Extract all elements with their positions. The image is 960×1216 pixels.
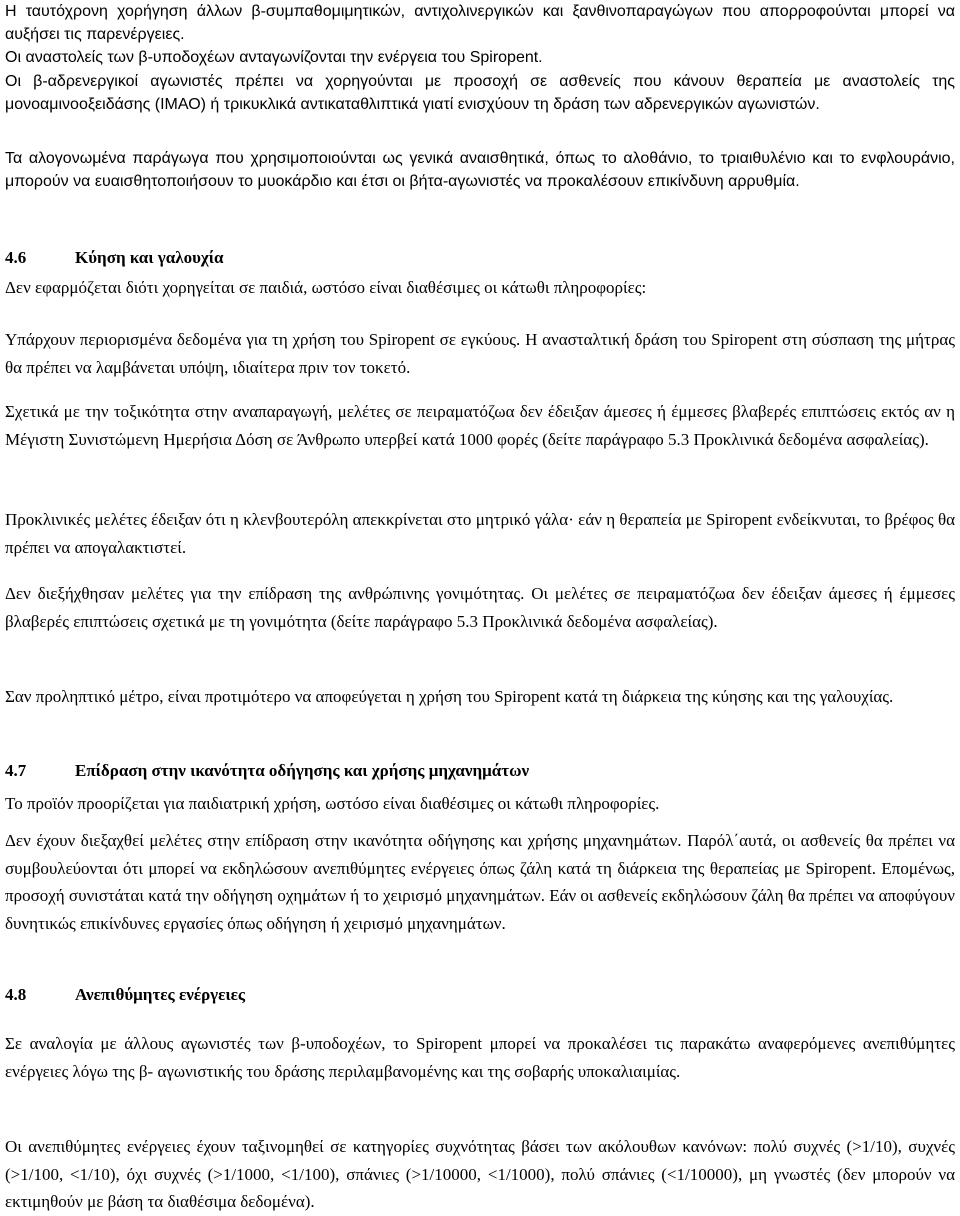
section-4-7-heading (5, 758, 955, 784)
section-4-7-paragraph-1: Το προϊόν προορίζεται για παιδιατρική χρήση, ωστόσο είναι διαθέσιμες οι κάτωθι πληροφορίες. (5, 794, 660, 813)
section-4-6-paragraph-6: Σαν προληπτικό μέτρο, είναι προτιμότερο να αποφεύγεται η χρήση του Spiropent κατά τη διάρκεια της κύησης και της γαλουχίας. (5, 687, 894, 706)
intro-paragraph-1: Η ταυτόχρονη χορήγηση άλλων β-συμπαθομιμητικών, αντιχολινεργικών και ξανθινοπαραγώγων που απορροφούνται μπορεί να αυξήσει τις παρενέργειες. (5, 3, 955, 44)
section-4-7-paragraph-2: Δεν έχουν διεξαχθεί μελέτες στην επίδραση στην ικανότητα οδήγησης και χρήσης μηχανημάτων. Παρόλ΄αυτά, οι ασθενείς θα πρέπει να συμβουλεύονται ότι μπορεί να εκδηλώσουν ανεπιθύμητες ενέργειες όπως ζάλη κατά τη διάρκεια της θεραπείας με Spiropent. Επομένως, προσοχή συνιστάται κατά την οδήγηση οχημάτων ή το χειρισμό μηχανημάτων. Εάν οι ασθενείς εκδηλώσουν ζάλη θα πρέπει να αποφύγουν δυνητικώς επικίνδυνες εργασίες όπως οδήγηση ή χειρισμό μηχανημάτων. (5, 831, 955, 933)
section-4-6-paragraph-3: Σχετικά με την τοξικότητα στην αναπαραγωγή, μελέτες σε πειραματόζωα δεν έδειξαν άμεσες ή έμμεσες βλαβερές επιπτώσεις εκτός αν η Μέγιστη Συνιστώμενη Ημερήσια Δόση σε Άνθρωπο υπερβεί κατά 1000 φορές (δείτε παράγραφο 5.3 Προκλινικά δεδομένα ασφαλείας). (5, 402, 955, 449)
section-4-6-heading (5, 245, 955, 271)
section-4-6-paragraph-5: Δεν διεξήχθησαν μελέτες για την επίδραση της ανθρώπινης γονιμότητας. Οι μελέτες σε πειραματόζωα δεν έδειξαν άμεσες ή έμμεσες βλαβερές επιπτώσεις σχετικά με τη γονιμότητα (δείτε παράγραφο 5.3 Προκλινικά δεδομένα ασφαλείας). (5, 584, 955, 631)
section-4-8-title: Ανεπιθύμητες ενέργειες (75, 985, 246, 1004)
section-4-7-number: 4.7 (5, 761, 27, 780)
section-4-6-title: Κύηση και γαλουχία (75, 248, 224, 267)
section-4-8-paragraph-2: Οι ανεπιθύμητες ενέργειες έχουν ταξινομηθεί σε κατηγορίες συχνότητας βάσει των ακόλουθων κανόνων: πολύ συχνές (>1/10), συχνές (>1/100, <1/10), όχι συχνές (>1/1000, <1/100), σπάνιες (>1/10000, <1/1000), πολύ σπάνιες (<1/10000), μη γνωστές (δεν μπορούν να εκτιμηθούν με βάση τα διαθέσιμα δεδομένα). (5, 1137, 955, 1211)
section-4-8-number: 4.8 (5, 985, 27, 1004)
section-4-7-title: Επίδραση στην ικανότητα οδήγησης και χρήσης μηχανημάτων (75, 761, 530, 780)
section-4-8-paragraph-1: Σε αναλογία με άλλους αγωνιστές των β-υποδοχέων, το Spiropent μπορεί να προκαλέσει τις παρακάτω αναφερόμενες ανεπιθύμητες ενέργειες λόγω της β- αγωνιστικής του δράσης περιλαμβανομένης και της σοβαρής υποκαλιαιμίας. (5, 1034, 955, 1081)
section-4-6-paragraph-2: Υπάρχουν περιορισμένα δεδομένα για τη χρήση του Spiropent σε εγκύους. Η ανασταλτική δράση του Spiropent στη σύσπαση της μήτρας θα πρέπει να λαμβάνεται υπόψη, ιδιαίτερα πριν τον τοκετό. (5, 330, 955, 377)
section-4-6-number: 4.6 (5, 248, 27, 267)
section-4-6-paragraph-1: Δεν εφαρμόζεται διότι χορηγείται σε παιδιά, ωστόσο είναι διαθέσιμες οι κάτωθι πληροφορίες: (5, 278, 647, 297)
intro-paragraph-2: Οι αναστολείς των β-υποδοχέων ανταγωνίζονται την ενέργεια του Spiropent. (5, 49, 543, 66)
intro-paragraph-4: Τα αλογονωμένα παράγωγα που χρησιμοποιούνται ως γενικά αναισθητικά, όπως το αλοθάνιο, το τριαιθυλένιο και το ενφλουράνιο, μπορούν να ευαισθητοποιήσουν το μυοκάρδιο και έτσι οι βήτα-αγωνιστές να προκαλέσουν επικίνδυνη αρρυθμία. (5, 150, 955, 191)
section-4-8-heading (5, 982, 955, 1008)
section-4-6-paragraph-4: Προκλινικές μελέτες έδειξαν ότι η κλενβουτερόλη απεκκρίνεται στο μητρικό γάλα· εάν η θεραπεία με Spiropent ενδείκνυται, το βρέφος θα πρέπει να απογαλακτιστεί. (5, 510, 955, 557)
intro-paragraph-3: Οι β-αδρενεργικοί αγωνιστές πρέπει να χορηγούνται με προσοχή σε ασθενείς που κάνουν θεραπεία με αναστολείς της μονοαμινοοξειδάσης (ΙΜΑΟ) ή τρικυκλικά αντικαταθλιπτικά γιατί ενισχύουν τη δράση των αδρενεργικών αγωνιστών. (5, 73, 955, 114)
